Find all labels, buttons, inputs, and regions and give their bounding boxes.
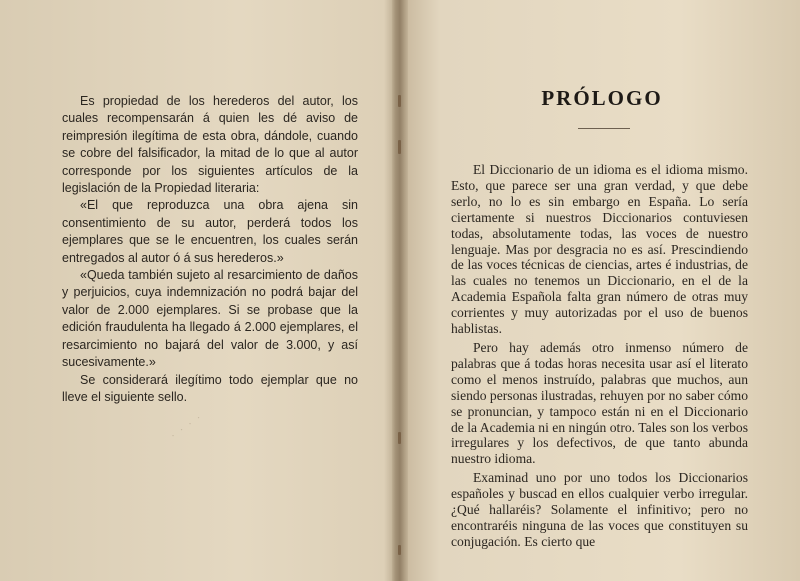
copyright-notice xyxy=(62,93,358,406)
notice-paragraph: Es propiedad de los herederos del autor, los cuales recompensarán á quien les dé aviso de reimpresión ilegítima de esta obra, dándole, cuando se cobre del falsificador, la mitad de lo que al autor corresponde por los siguientes artículos de la legislación de la Propiedad literaria: xyxy=(62,94,358,196)
prologue-paragraph: El Diccionario de un idioma es el idioma mismo. Esto, que parece ser una gran verdad, y que debe serlo, no lo es sin embargo en España. Lo sería ciertamente si nuestros Diccionarios contuviesen todas, absolutamente todas, las voces de nuestro lenguaje. Mas por desgracia no es así. Prescindiendo de las voces técnicas de ciencias, artes é industrias, de las cuales no tenemos un Diccionario, en el de la Academia Española falta gran número de otras muy corrientes y muy autorizadas por el uso de buenos hablistas. xyxy=(451,162,748,337)
faded-stamp-mark: · · · · xyxy=(168,411,206,443)
prologue-text xyxy=(451,162,748,553)
notice-paragraph: Se considerará ilegítimo todo ejemplar que no lleve el siguiente sello. xyxy=(62,372,358,404)
binding-stitch xyxy=(398,432,401,444)
binding-stitch xyxy=(398,545,401,555)
book-gutter xyxy=(392,0,408,581)
title-rule xyxy=(578,128,630,129)
prologue-title: PRÓLOGO xyxy=(541,86,663,110)
prologue-paragraph: Examinad uno por uno todos los Diccionarios españoles y buscad en ellos cualquier verbo irregular. ¿Qué hallaréis? Solamente el infinitivo; pero no encontraréis ninguna de las voces que constituyen su conjugación. Es cierto que xyxy=(451,470,748,549)
notice-paragraph: «El que reproduzca una obra ajena sin consentimiento de su autor, perderá todos los ejemplares que se le encuentren, los cuales serán entregados al autor ó á sus herederos.» xyxy=(62,198,358,265)
binding-stitch xyxy=(398,140,401,154)
binding-stitch xyxy=(398,95,401,107)
prologue-paragraph: Pero hay además otro inmenso número de palabras que á todas horas necesita usar así el literato como el menos instruído, palabras que muchos, aun siendo personas ilustradas, rehuyen por no saber cómo se pronuncian, y tampoco están ni en el Diccionario de la Academia ni en ningún otro. Tales son los verbos irregulares y los defectivos, de que tanto abunda nuestro idioma. xyxy=(451,339,748,467)
notice-paragraph: «Queda también sujeto al resarcimiento de daños y perjuicios, cuya indemnización no podrá bajar del valor de 2.000 ejemplares. Si se probase que la edición fraudulenta ha llegado á 2.000 ejemplares, el resarcimiento no bajará del valor de 3.000, y así sucesivamente.» xyxy=(62,268,358,370)
